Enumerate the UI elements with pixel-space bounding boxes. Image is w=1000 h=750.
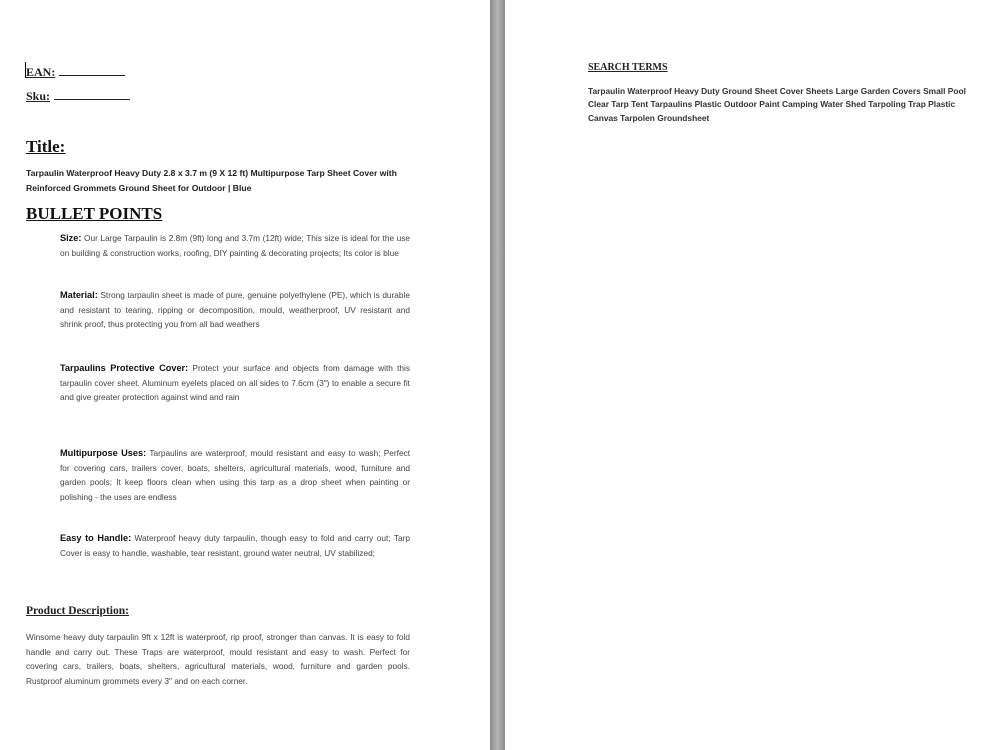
bullet-text: Protect your surface and objects from damage with this tarpaulin cover sheet. Aluminum eyelets placed on all sides to 7.6cm (3") to enable a secure fit and give greater protection against wind and rain: [60, 363, 410, 403]
bullet-size: [60, 231, 410, 260]
document-page-right[interactable]: [505, 0, 1000, 750]
title-heading: Title:: [26, 137, 66, 156]
sku-blank: [54, 89, 130, 100]
sku-field: [26, 89, 130, 104]
document-page-left[interactable]: [0, 0, 490, 750]
bullet-label: Material:: [60, 290, 98, 300]
bullet-label: Size:: [60, 233, 82, 243]
bullet-easy-to-handle: [60, 531, 410, 560]
bullet-text: Tarpaulins are waterproof, mould resistant and easy to wash; Perfect for covering cars, trailers cover, boats, shelters, agricultural materials, wood, furniture and garden pools; It keep floors clean when using this tarp as a drop sheet when painting or polishing - the uses are endless: [60, 448, 411, 502]
page-gap: [490, 0, 505, 750]
ean-label: EAN:: [26, 65, 56, 79]
title-text: Tarpaulin Waterproof Heavy Duty 2.8 x 3.7 m (9 X 12 ft) Multipurpose Tarp Sheet Cover with Reinforced Grommets Ground Sheet for Outdoor | Blue: [26, 168, 397, 193]
bullet-label: Easy to Handle:: [60, 533, 132, 543]
ean-blank: [59, 65, 125, 76]
bullet-text: Strong tarpaulin sheet is made of pure, genuine polyethylene (PE), which is durable and resistant to tearing, ripping or decomposition, mould, weatherproof, UV resistant and shrink proof, thus protecting you from all bad weathers: [60, 290, 410, 330]
bullet-label: Tarpaulins Protective Cover:: [60, 363, 189, 373]
search-terms-heading: SEARCH TERMS: [588, 62, 668, 73]
bullet-label: Multipurpose Uses:: [60, 448, 147, 458]
bullet-text: Waterproof heavy duty tarpaulin, though easy to fold and carry out; Tarp Cover is easy to handle, washable, tear resistant, ground water neutral, UV stabilized;: [60, 533, 410, 558]
bullet-text: Our Large Tarpaulin is 2.8m (9ft) long and 3.7m (12ft) wide; This size is ideal for the use on building & construction works, roofing, DIY painting & decorating projects; Its color is blue: [60, 233, 411, 258]
bullet-multipurpose-uses: [60, 446, 410, 504]
bullet-protective-cover: [60, 361, 410, 405]
bullet-material: [60, 288, 410, 332]
bullet-points-heading: BULLET POINTS: [26, 204, 163, 223]
sku-label: Sku:: [26, 89, 51, 103]
product-description-text: Winsome heavy duty tarpaulin 9ft x 12ft is waterproof, rip proof, stronger than canvas. It is easy to fold handle and carry out. These Traps are waterproof, mould resistant and easy to wash. Perfect for covering cars, trailers, boats, shelters, agricultural materials, wood, furniture and garden pools. Rustproof aluminum grommets every 3" and on each corner.: [26, 632, 410, 686]
search-terms-text: Tarpaulin Waterproof Heavy Duty Ground Sheet Cover Sheets Large Garden Covers Small Pool Clear Tarp Tent Tarpaulins Plastic Outdoor Paint Camping Water Shed Tarpoling Trap Plastic Canvas Tarpolen Groundsheet: [588, 86, 966, 123]
product-description-heading: Product Description:: [26, 605, 129, 617]
ean-field: [26, 65, 125, 80]
